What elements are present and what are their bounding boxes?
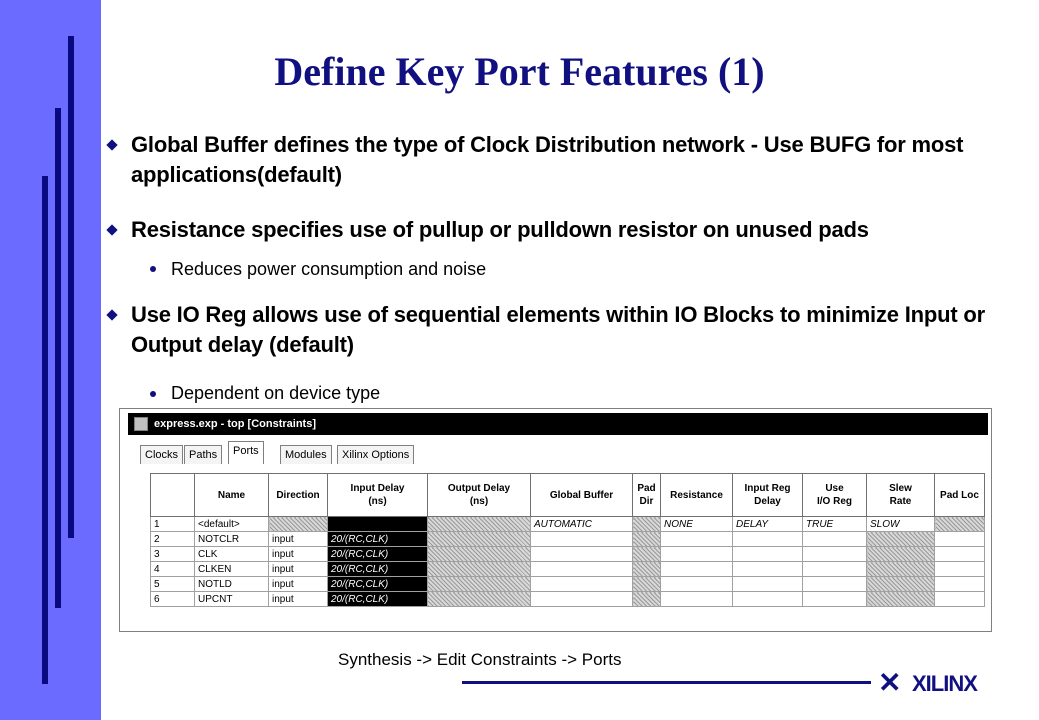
table-cell[interactable] [733,547,803,562]
row-number: 1 [151,517,195,532]
table-cell[interactable] [803,562,867,577]
tab-xilinx-options[interactable]: Xilinx Options [337,445,414,464]
row-number: 2 [151,532,195,547]
caption: Synthesis -> Edit Constraints -> Ports [338,650,622,669]
column-header[interactable]: Name [195,474,269,517]
table-cell[interactable]: CLKEN [195,562,269,577]
left-sidebar-band [0,0,101,720]
slide-title: Define Key Port Features (1) [274,49,765,94]
footer-rule [462,681,871,684]
table-cell[interactable] [867,547,935,562]
table-cell[interactable] [633,577,661,592]
table-cell[interactable] [633,547,661,562]
column-header[interactable]: Input Delay (ns) [328,474,428,517]
column-header[interactable] [151,474,195,517]
table-cell[interactable] [867,532,935,547]
table-cell[interactable]: CLK [195,547,269,562]
table-cell[interactable] [733,562,803,577]
table-cell[interactable]: input [269,547,328,562]
table-cell[interactable] [428,517,531,532]
table-row[interactable] [151,592,985,607]
tab-modules[interactable]: Modules [280,445,332,464]
table-cell[interactable] [803,547,867,562]
table-cell[interactable] [428,592,531,607]
table-cell[interactable] [661,577,733,592]
bullet-icon [106,224,117,235]
table-cell[interactable] [803,532,867,547]
table-cell[interactable]: DELAY [733,517,803,532]
table-cell[interactable]: input [269,577,328,592]
table-cell[interactable] [661,592,733,607]
tab-clocks[interactable]: Clocks [140,445,183,464]
table-cell[interactable] [531,592,633,607]
xilinx-mark-icon: ✕ [878,667,902,698]
window-title: express.exp - top [Constraints] [154,418,316,430]
table-cell[interactable] [531,562,633,577]
app-icon [134,417,148,431]
table-cell[interactable] [531,532,633,547]
bullet-io-reg: Use IO Reg allows use of sequential elements within IO Blocks to minimize Input or Output delay (default) [131,302,985,357]
table-cell[interactable] [867,577,935,592]
table-cell[interactable]: 20/(RC,CLK) [328,532,428,547]
decorative-bar [68,36,74,538]
table-cell[interactable]: input [269,562,328,577]
table-cell[interactable] [661,532,733,547]
column-header[interactable]: Pad Dir [633,474,661,517]
table-cell[interactable] [328,517,428,532]
table-cell[interactable] [428,562,531,577]
table-cell[interactable] [428,547,531,562]
table-cell[interactable] [633,592,661,607]
table-cell[interactable] [803,577,867,592]
table-cell[interactable]: NONE [661,517,733,532]
table-cell[interactable]: 20/(RC,CLK) [328,562,428,577]
row-number: 5 [151,577,195,592]
logo-text: XILINX [912,671,977,696]
row-number: 3 [151,547,195,562]
table-cell[interactable] [935,577,985,592]
table-cell[interactable] [531,547,633,562]
table-cell[interactable] [935,562,985,577]
table-cell[interactable] [633,562,661,577]
subbullet-icon [150,391,156,397]
table-cell[interactable] [733,577,803,592]
tab-paths[interactable]: Paths [184,445,222,464]
column-header[interactable]: Pad Loc [935,474,985,517]
column-header[interactable]: Global Buffer [531,474,633,517]
table-cell[interactable]: NOTLD [195,577,269,592]
table-row[interactable] [151,577,985,592]
table-cell[interactable] [633,517,661,532]
bullet-resistance: Resistance specifies use of pullup or pulldown resistor on unused pads [131,217,869,242]
subbullet-power: Reduces power consumption and noise [171,259,487,279]
table-cell[interactable] [935,547,985,562]
row-number: 4 [151,562,195,577]
table-row[interactable] [151,517,985,532]
column-header[interactable]: Resistance [661,474,733,517]
bullet-global-buffer: Global Buffer defines the type of Clock Distribution network - Use BUFG for most applications(default) [131,132,964,187]
table-cell[interactable] [803,592,867,607]
table-cell[interactable] [935,517,985,532]
bullet-icon [106,139,117,150]
column-header[interactable]: Input Reg Delay [733,474,803,517]
ports-table [150,473,985,607]
table-cell[interactable]: 20/(RC,CLK) [328,577,428,592]
column-header[interactable]: Direction [269,474,328,517]
table-cell[interactable]: UPCNT [195,592,269,607]
row-number: 6 [151,592,195,607]
table-cell[interactable] [733,532,803,547]
tab-ports[interactable]: Ports [228,441,264,464]
column-header[interactable]: Slew Rate [867,474,935,517]
decorative-bar [55,108,61,608]
subbullet-icon [150,266,156,272]
table-cell[interactable] [867,562,935,577]
table-cell[interactable] [633,532,661,547]
decorative-bar [42,176,48,684]
table-row[interactable] [151,562,985,577]
table-cell[interactable] [733,592,803,607]
table-cell[interactable] [428,577,531,592]
bullet-icon [106,309,117,320]
table-row[interactable] [151,547,985,562]
table-cell[interactable]: input [269,532,328,547]
table-cell[interactable] [661,562,733,577]
constraints-window-screenshot [119,408,992,632]
table-cell[interactable]: input [269,592,328,607]
column-header[interactable]: Output Delay (ns) [428,474,531,517]
table-cell[interactable]: 20/(RC,CLK) [328,592,428,607]
table-cell[interactable]: SLOW [867,517,935,532]
window-titlebar [128,413,988,435]
table-cell[interactable]: TRUE [803,517,867,532]
subbullet-device: Dependent on device type [171,383,381,403]
table-row[interactable] [151,532,985,547]
table-cell[interactable] [661,547,733,562]
table-cell[interactable]: NOTCLR [195,532,269,547]
table-cell[interactable]: AUTOMATIC [531,517,633,532]
table-cell[interactable] [269,517,328,532]
table-cell[interactable] [935,532,985,547]
table-cell[interactable] [428,532,531,547]
table-cell[interactable] [935,592,985,607]
table-cell[interactable]: <default> [195,517,269,532]
column-header[interactable]: Use I/O Reg [803,474,867,517]
table-cell[interactable] [867,592,935,607]
table-cell[interactable]: 20/(RC,CLK) [328,547,428,562]
table-cell[interactable] [531,577,633,592]
